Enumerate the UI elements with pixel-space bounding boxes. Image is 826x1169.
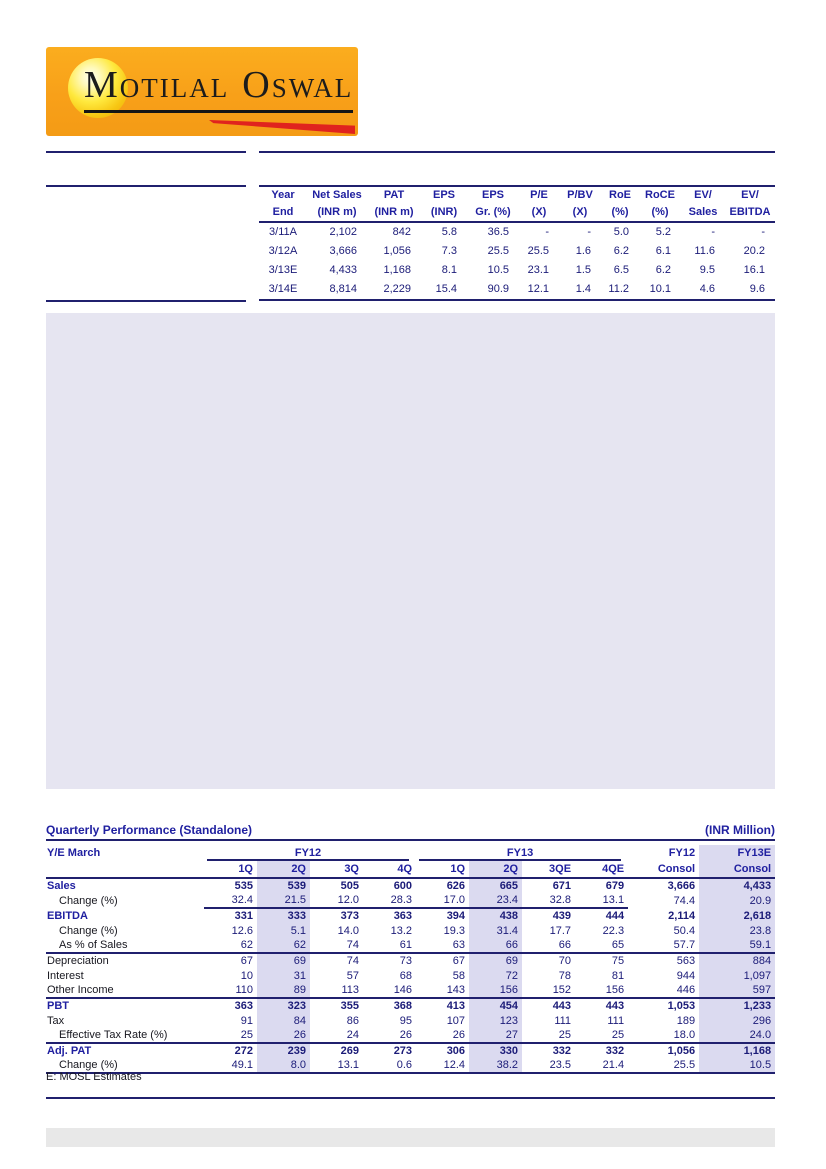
summary-header-cell: (INR m) bbox=[307, 204, 367, 222]
quarterly-performance-table bbox=[46, 845, 775, 1074]
data-cell: 27 bbox=[469, 1028, 522, 1043]
header-rule-left-top bbox=[46, 151, 246, 153]
summary-table-row bbox=[259, 242, 775, 261]
summary-header-cell: (INR m) bbox=[367, 204, 421, 222]
data-cell: 49.1 bbox=[231, 1059, 253, 1071]
data-cell: 113 bbox=[341, 984, 359, 996]
data-cell: 363 bbox=[363, 908, 416, 923]
fiscal-year-group-label: FY12 bbox=[207, 845, 409, 861]
summary-cell: 3,666 bbox=[329, 245, 357, 257]
data-cell: 394 bbox=[416, 908, 469, 923]
data-cell: 156 bbox=[469, 983, 522, 998]
summary-cell: 20.2 bbox=[743, 245, 765, 257]
data-cell: 539 bbox=[257, 878, 310, 893]
data-cell: 600 bbox=[393, 880, 413, 892]
summary-cell: 11.2 bbox=[608, 283, 629, 295]
summary-cell: 9.6 bbox=[749, 283, 765, 295]
data-cell: 446 bbox=[676, 984, 696, 996]
summary-cell: 3/11A bbox=[269, 226, 297, 238]
data-cell: 57.7 bbox=[673, 939, 696, 951]
data-cell: 273 bbox=[363, 1043, 416, 1058]
quarterly-table-row bbox=[46, 1028, 775, 1043]
row-label: Depreciation bbox=[46, 953, 204, 968]
summary-cell: 36.5 bbox=[487, 226, 509, 238]
summary-cell: 15.4 bbox=[435, 283, 457, 295]
summary-header-cell: Year bbox=[271, 189, 295, 201]
quarter-header-cell: 3Q bbox=[310, 861, 363, 878]
data-cell: 66 bbox=[469, 938, 522, 953]
data-cell: 74 bbox=[310, 953, 363, 968]
summary-header-cell: (X) bbox=[519, 204, 559, 222]
quarter-header-cell: 4Q bbox=[363, 861, 416, 878]
summary-cell: - bbox=[761, 226, 765, 238]
data-cell: 86 bbox=[346, 1014, 359, 1027]
summary-table-head bbox=[259, 186, 775, 222]
section-title: Quarterly Performance (Standalone) bbox=[46, 823, 253, 837]
data-cell: 12.6 bbox=[231, 924, 253, 937]
row-label: As % of Sales bbox=[59, 939, 128, 951]
data-cell: 439 bbox=[522, 908, 575, 923]
summary-cell: - bbox=[587, 226, 591, 238]
redacted-content-area bbox=[46, 313, 775, 789]
quarterly-table-body bbox=[46, 878, 775, 1073]
summary-cell: 7.3 bbox=[441, 245, 457, 257]
data-cell: 944 bbox=[676, 969, 696, 982]
data-cell: 111 bbox=[607, 1014, 625, 1027]
summary-cell: 1,056 bbox=[383, 245, 411, 257]
summary-cell: 4,433 bbox=[329, 264, 357, 276]
summary-header-cell: P/BV bbox=[567, 189, 593, 201]
quarterly-table-row bbox=[46, 1043, 775, 1058]
fiscal-year-group-cell bbox=[416, 845, 628, 861]
row-label: Change (%) bbox=[59, 894, 118, 907]
row-label: Effective Tax Rate (%) bbox=[59, 1029, 168, 1041]
data-cell: 444 bbox=[575, 908, 628, 923]
data-cell: 61 bbox=[399, 939, 413, 951]
summary-cell: 1,168 bbox=[383, 264, 411, 276]
data-cell: 123 bbox=[469, 1013, 522, 1028]
footer-redacted-bar bbox=[46, 1128, 775, 1147]
data-cell: 75 bbox=[575, 953, 628, 968]
data-cell: 443 bbox=[522, 998, 575, 1013]
data-cell: 597 bbox=[699, 983, 775, 998]
data-cell: 296 bbox=[699, 1013, 775, 1028]
data-cell: 20.9 bbox=[699, 893, 775, 908]
data-cell: 363 bbox=[204, 998, 257, 1013]
data-cell: 50.4 bbox=[673, 924, 696, 937]
data-cell: 454 bbox=[469, 998, 522, 1013]
data-cell: 884 bbox=[699, 953, 775, 968]
yaxis-header-cell: Y/E March bbox=[46, 845, 204, 878]
data-cell: 189 bbox=[676, 1014, 696, 1027]
summary-cell: 3/13E bbox=[268, 264, 298, 276]
data-cell: 332 bbox=[575, 1043, 628, 1058]
data-cell: 107 bbox=[446, 1014, 466, 1027]
row-label: PBT bbox=[46, 998, 204, 1013]
summary-cell: 8,814 bbox=[329, 283, 357, 295]
quarter-header-cell: 1Q bbox=[204, 861, 257, 878]
summary-cell: 10.1 bbox=[649, 283, 671, 295]
estimates-footnote: E: MOSL Estimates bbox=[46, 1071, 142, 1083]
row-label: Change (%) bbox=[59, 1059, 118, 1071]
data-cell: 143 bbox=[446, 984, 466, 996]
quarter-header-cell: 2Q bbox=[469, 861, 522, 878]
data-cell: 31 bbox=[257, 968, 310, 983]
summary-header-cell: Sales bbox=[681, 204, 725, 222]
data-cell: 626 bbox=[446, 880, 466, 892]
summary-cell: 25.5 bbox=[527, 245, 549, 257]
data-cell: 373 bbox=[310, 908, 363, 923]
data-cell: 1,233 bbox=[699, 998, 775, 1013]
data-cell: 443 bbox=[575, 998, 628, 1013]
logo-word-motilal: MOTILAL bbox=[84, 64, 230, 106]
data-cell: 32.4 bbox=[231, 894, 253, 906]
data-cell: 13.2 bbox=[390, 924, 413, 937]
data-cell: 505 bbox=[340, 880, 359, 892]
data-cell: 32.8 bbox=[549, 894, 572, 906]
data-cell: 239 bbox=[257, 1043, 310, 1058]
summary-header-row bbox=[259, 204, 775, 222]
data-cell: 665 bbox=[469, 878, 522, 893]
data-cell: 671 bbox=[552, 880, 572, 892]
data-cell: 91 bbox=[240, 1014, 253, 1027]
data-cell: 17.7 bbox=[549, 924, 572, 937]
data-cell: 95 bbox=[399, 1014, 413, 1027]
data-cell: 24.0 bbox=[699, 1028, 775, 1043]
data-cell: 1,056 bbox=[628, 1043, 699, 1058]
data-cell: 8.0 bbox=[257, 1058, 310, 1073]
summary-cell: 11.6 bbox=[694, 245, 715, 257]
summary-cell: 1.5 bbox=[575, 264, 591, 276]
data-cell: 13.1 bbox=[337, 1059, 359, 1071]
quarterly-table-row bbox=[46, 878, 775, 893]
data-cell: 5.1 bbox=[257, 923, 310, 938]
data-cell: 152 bbox=[552, 984, 572, 996]
summary-cell: 2,102 bbox=[329, 226, 357, 238]
data-cell: 23.4 bbox=[469, 893, 522, 908]
summary-cell: 1.6 bbox=[575, 245, 591, 257]
consol-year-cell: FY13E bbox=[699, 845, 775, 861]
data-cell: 110 bbox=[235, 984, 253, 996]
data-cell: 74.4 bbox=[673, 894, 696, 907]
logo-word-oswal: OSWAL bbox=[242, 64, 354, 106]
data-cell: 1,053 bbox=[628, 998, 699, 1013]
data-cell: 26 bbox=[452, 1029, 466, 1041]
data-cell: 89 bbox=[257, 983, 310, 998]
summary-header-cell: RoCE bbox=[645, 189, 675, 201]
data-cell: 65 bbox=[611, 939, 625, 951]
quarterly-section-header bbox=[46, 824, 775, 841]
summary-cell: 90.9 bbox=[487, 283, 509, 295]
summary-cell: 5.0 bbox=[613, 226, 629, 238]
summary-cell: 8.1 bbox=[441, 264, 457, 276]
summary-cell: 12.1 bbox=[527, 283, 549, 295]
data-cell: 25.5 bbox=[673, 1059, 696, 1071]
data-cell: 25 bbox=[611, 1029, 625, 1041]
data-cell: 31.4 bbox=[469, 923, 522, 938]
quarterly-table-row bbox=[46, 893, 775, 908]
summary-header-cell: (%) bbox=[639, 204, 681, 222]
consol-header-cell: Consol bbox=[699, 861, 775, 878]
header-rule-left-bottom bbox=[46, 300, 246, 302]
data-cell: 17.0 bbox=[443, 894, 466, 906]
summary-cell: 23.1 bbox=[527, 264, 549, 276]
data-cell: 24 bbox=[346, 1029, 359, 1041]
data-cell: 26 bbox=[399, 1029, 413, 1041]
motilal-oswal-logo bbox=[46, 47, 358, 136]
data-cell: 12.4 bbox=[443, 1059, 466, 1071]
row-label: Change (%) bbox=[59, 924, 118, 937]
fiscal-year-group-cell bbox=[204, 845, 416, 861]
summary-cell: 6.2 bbox=[613, 245, 629, 257]
data-cell: 72 bbox=[469, 968, 522, 983]
data-cell: 332 bbox=[522, 1043, 575, 1058]
data-cell: 18.0 bbox=[673, 1029, 696, 1041]
data-cell: 19.3 bbox=[443, 924, 466, 937]
summary-header-cell: Net Sales bbox=[312, 189, 362, 201]
summary-cell: 6.1 bbox=[655, 245, 671, 257]
summary-header-cell: Gr. (%) bbox=[467, 204, 519, 222]
summary-table-row bbox=[259, 280, 775, 300]
summary-cell: 16.1 bbox=[743, 264, 765, 276]
quarterly-table-row bbox=[46, 1013, 775, 1028]
data-cell: 355 bbox=[310, 998, 363, 1013]
data-cell: 12.0 bbox=[337, 894, 359, 906]
row-label: Sales bbox=[47, 880, 76, 892]
data-cell: 22.3 bbox=[602, 924, 625, 937]
quarterly-table-row bbox=[46, 983, 775, 998]
data-cell: 0.6 bbox=[396, 1059, 413, 1071]
data-cell: 68 bbox=[399, 969, 413, 982]
data-cell: 70 bbox=[522, 953, 575, 968]
data-cell: 13.1 bbox=[602, 894, 625, 906]
summary-cell: 3/12A bbox=[268, 245, 298, 257]
data-cell: 84 bbox=[257, 1013, 310, 1028]
fiscal-year-group-label: FY13 bbox=[419, 845, 621, 861]
data-cell: 25 bbox=[240, 1029, 253, 1041]
summary-header-cell: (INR) bbox=[421, 204, 467, 222]
summary-table-body bbox=[259, 222, 775, 300]
data-cell: 269 bbox=[310, 1043, 363, 1058]
data-cell: 438 bbox=[469, 908, 522, 923]
data-cell: 10.5 bbox=[699, 1058, 775, 1073]
footer-rule bbox=[46, 1097, 775, 1099]
summary-header-cell: (%) bbox=[601, 204, 639, 222]
summary-header-cell: RoE bbox=[609, 189, 631, 201]
summary-cell: 4.6 bbox=[699, 283, 715, 295]
unit-label: (INR Million) bbox=[705, 823, 775, 837]
summary-header-cell: (X) bbox=[559, 204, 601, 222]
summary-cell: 9.5 bbox=[699, 264, 715, 276]
data-cell: 67 bbox=[204, 953, 257, 968]
summary-cell: 2,229 bbox=[383, 283, 411, 295]
data-cell: 67 bbox=[416, 953, 469, 968]
header-rule-right-top bbox=[259, 151, 775, 153]
data-cell: 563 bbox=[628, 953, 699, 968]
data-cell: 38.2 bbox=[469, 1058, 522, 1073]
data-cell: 21.4 bbox=[602, 1059, 625, 1071]
quarterly-table-row bbox=[46, 968, 775, 983]
summary-table-row bbox=[259, 222, 775, 242]
row-label: Other Income bbox=[47, 984, 114, 996]
data-cell: 21.5 bbox=[257, 893, 310, 908]
quarter-header-cell: 3QE bbox=[522, 861, 575, 878]
quarter-header-cell: 2Q bbox=[257, 861, 310, 878]
data-cell: 81 bbox=[611, 969, 625, 982]
summary-header-cell: EBITDA bbox=[725, 204, 775, 222]
summary-cell: 1.4 bbox=[575, 283, 591, 295]
data-cell: 58 bbox=[452, 969, 466, 982]
summary-header-cell: P/E bbox=[530, 189, 548, 201]
data-cell: 57 bbox=[346, 969, 359, 982]
data-cell: 2,114 bbox=[668, 909, 696, 922]
summary-header-cell: EV/ bbox=[741, 189, 759, 201]
data-cell: 272 bbox=[204, 1043, 257, 1058]
quarterly-table-head bbox=[46, 845, 775, 878]
summary-header-row bbox=[259, 186, 775, 204]
financial-summary-table bbox=[259, 185, 775, 301]
row-label: Tax bbox=[47, 1014, 65, 1027]
data-cell: 111 bbox=[554, 1014, 572, 1027]
summary-cell: 5.8 bbox=[441, 226, 457, 238]
summary-table-row bbox=[259, 261, 775, 280]
data-cell: 146 bbox=[393, 984, 413, 996]
quarter-header-cell: 4QE bbox=[575, 861, 628, 878]
data-cell: 69 bbox=[257, 953, 310, 968]
data-cell: 62 bbox=[240, 939, 253, 951]
quarterly-table-row bbox=[46, 923, 775, 938]
summary-cell: 25.5 bbox=[487, 245, 509, 257]
data-cell: 1,168 bbox=[699, 1043, 775, 1058]
row-label: Adj. PAT bbox=[46, 1043, 204, 1058]
data-cell: 23.5 bbox=[549, 1059, 572, 1071]
quarterly-table-row bbox=[46, 953, 775, 968]
summary-cell: 842 bbox=[392, 226, 411, 238]
data-cell: 331 bbox=[204, 908, 257, 923]
data-cell: 1,097 bbox=[699, 968, 775, 983]
row-label: Interest bbox=[47, 969, 84, 982]
quarterly-table-row bbox=[46, 908, 775, 923]
data-cell: 14.0 bbox=[337, 924, 359, 937]
data-cell: 69 bbox=[469, 953, 522, 968]
data-cell: 74 bbox=[346, 939, 359, 951]
logo-swoosh-icon bbox=[209, 120, 355, 134]
data-cell: 3,666 bbox=[667, 880, 696, 892]
summary-header-cell: EV/ bbox=[694, 189, 712, 201]
data-cell: 2,618 bbox=[699, 908, 775, 923]
data-cell: 679 bbox=[605, 880, 625, 892]
data-cell: 368 bbox=[363, 998, 416, 1013]
summary-header-cell: EPS bbox=[481, 189, 504, 201]
quarter-header-cell: 1Q bbox=[416, 861, 469, 878]
data-cell: 63 bbox=[452, 939, 466, 951]
data-cell: 330 bbox=[469, 1043, 522, 1058]
summary-cell: 6.2 bbox=[655, 264, 671, 276]
consol-year-cell: FY12 bbox=[668, 847, 696, 859]
data-cell: 26 bbox=[257, 1028, 310, 1043]
header-rule-left-mid bbox=[46, 185, 246, 187]
consol-header-cell: Consol bbox=[628, 861, 699, 878]
summary-cell: - bbox=[711, 226, 715, 238]
data-cell: 78 bbox=[558, 969, 572, 982]
data-cell: 156 bbox=[605, 984, 625, 996]
summary-cell: 6.5 bbox=[613, 264, 629, 276]
quarterly-table-row bbox=[46, 1058, 775, 1073]
row-label: EBITDA bbox=[47, 909, 88, 922]
summary-cell: - bbox=[545, 226, 549, 238]
summary-header-cell: EPS bbox=[432, 189, 455, 201]
summary-cell: 10.5 bbox=[487, 264, 509, 276]
data-cell: 66 bbox=[558, 939, 572, 951]
data-cell: 10 bbox=[240, 969, 253, 982]
data-cell: 413 bbox=[416, 998, 469, 1013]
data-cell: 323 bbox=[257, 998, 310, 1013]
data-cell: 4,433 bbox=[699, 878, 775, 893]
data-cell: 73 bbox=[363, 953, 416, 968]
data-cell: 25 bbox=[558, 1029, 572, 1041]
quarterly-header-row bbox=[46, 845, 775, 861]
data-cell: 62 bbox=[257, 938, 310, 953]
summary-header-cell: End bbox=[259, 204, 307, 222]
data-cell: 59.1 bbox=[699, 938, 775, 953]
summary-cell: 3/14E bbox=[268, 283, 298, 295]
logo-wordmark bbox=[84, 64, 353, 113]
summary-header-cell: PAT bbox=[383, 189, 405, 201]
data-cell: 28.3 bbox=[390, 894, 413, 906]
data-cell: 306 bbox=[416, 1043, 469, 1058]
data-cell: 535 bbox=[234, 880, 253, 892]
quarterly-table-row bbox=[46, 938, 775, 953]
summary-cell: 5.2 bbox=[655, 226, 671, 238]
data-cell: 333 bbox=[257, 908, 310, 923]
quarterly-table-row bbox=[46, 998, 775, 1013]
data-cell: 23.8 bbox=[699, 923, 775, 938]
